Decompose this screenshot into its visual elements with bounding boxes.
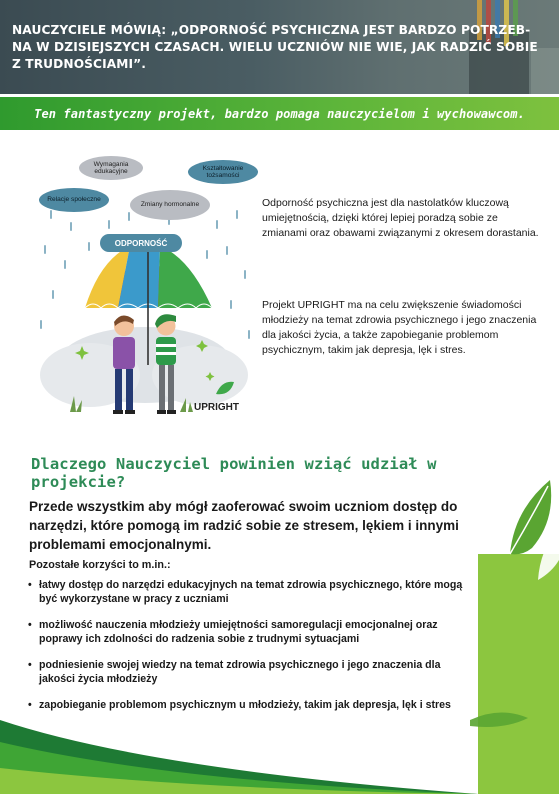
- benefits-list: [28, 579, 468, 726]
- upright-logo: UPRIGHT: [194, 402, 239, 413]
- intro-paragraph-2: Projekt UPRIGHT ma na celu zwiększenie świadomości młodzieży na temat zdrowia psychicznego i jego znaczenia dla jakości życia, a także zapobieganie problemom psychicznym, takim jak depresja, lęk i stres.: [262, 299, 537, 356]
- intro-paragraph-1: Odporność psychiczna jest dla nastolatków kluczową umiejętnością, dzięki której lepiej poradzą sobie ze zmianami oraz obawami związanymi z okresem dorastania.: [262, 197, 539, 239]
- lead-paragraph: Przede wszystkim aby mógł zaoferować swoim uczniom dostęp do narzędzi, które pomogą im radzić sobie ze stresem, lękiem i innymi problemami emocjonalnymi.: [29, 499, 459, 552]
- bubble-hormonal-changes: Zmiany hormonalne: [130, 190, 210, 220]
- list-item: • zapobieganie problemom psychicznym u młodzieży, takim jak depresja, lęk i stres: [28, 699, 468, 713]
- list-item: • podniesienie swojej wiedzy na temat zdrowia psychicznego i jego znaczenia dla jakości życia młodzieży: [28, 659, 468, 686]
- umbrella-label: ODPORNOŚĆ: [100, 234, 182, 252]
- tagline-band: [0, 97, 559, 130]
- umbrella-illustration: [30, 150, 260, 430]
- list-item: • łatwy dostęp do narzędzi edukacyjnych na temat zdrowia psychicznego, które mogą być wykorzystane w pracy z uczniami: [28, 579, 468, 606]
- benefits-intro: Pozostałe korzyści to m.in.:: [29, 559, 171, 571]
- list-item: • możliwość nauczenia młodzieży umiejętności samoregulacji emocjonalnej oraz poprawy ich zdolności do radzenia sobie z trudnymi sytuacjami: [28, 619, 468, 646]
- bubble-identity-formation: Kształtowanie tożsamości: [188, 160, 258, 184]
- tagline-text: Ten fantastyczny projekt, bardzo pomaga nauczycielom i wychowawcom.: [34, 106, 525, 121]
- bottom-wave-decoration: [0, 720, 559, 794]
- bubble-social-relations: Relacje społeczne: [39, 188, 109, 212]
- header-title: NAUCZYCIELE MÓWIĄ: „ODPORNOŚĆ PSYCHICZNA JEST BARDZO POTRZEB-NA W DZISIEJSZYCH CZASACH. WIELU UCZNIÓW NIE WIE, JAK RADZIĆ SOBIE Z TRUDNOŚCIAMI”.: [12, 23, 538, 71]
- bubble-educational-requirements: Wymagania edukacyjne: [79, 156, 143, 180]
- section-heading: Dlaczego Nauczyciel powinien wziąć udział w projekcie?: [31, 455, 437, 491]
- header-banner: [0, 0, 559, 94]
